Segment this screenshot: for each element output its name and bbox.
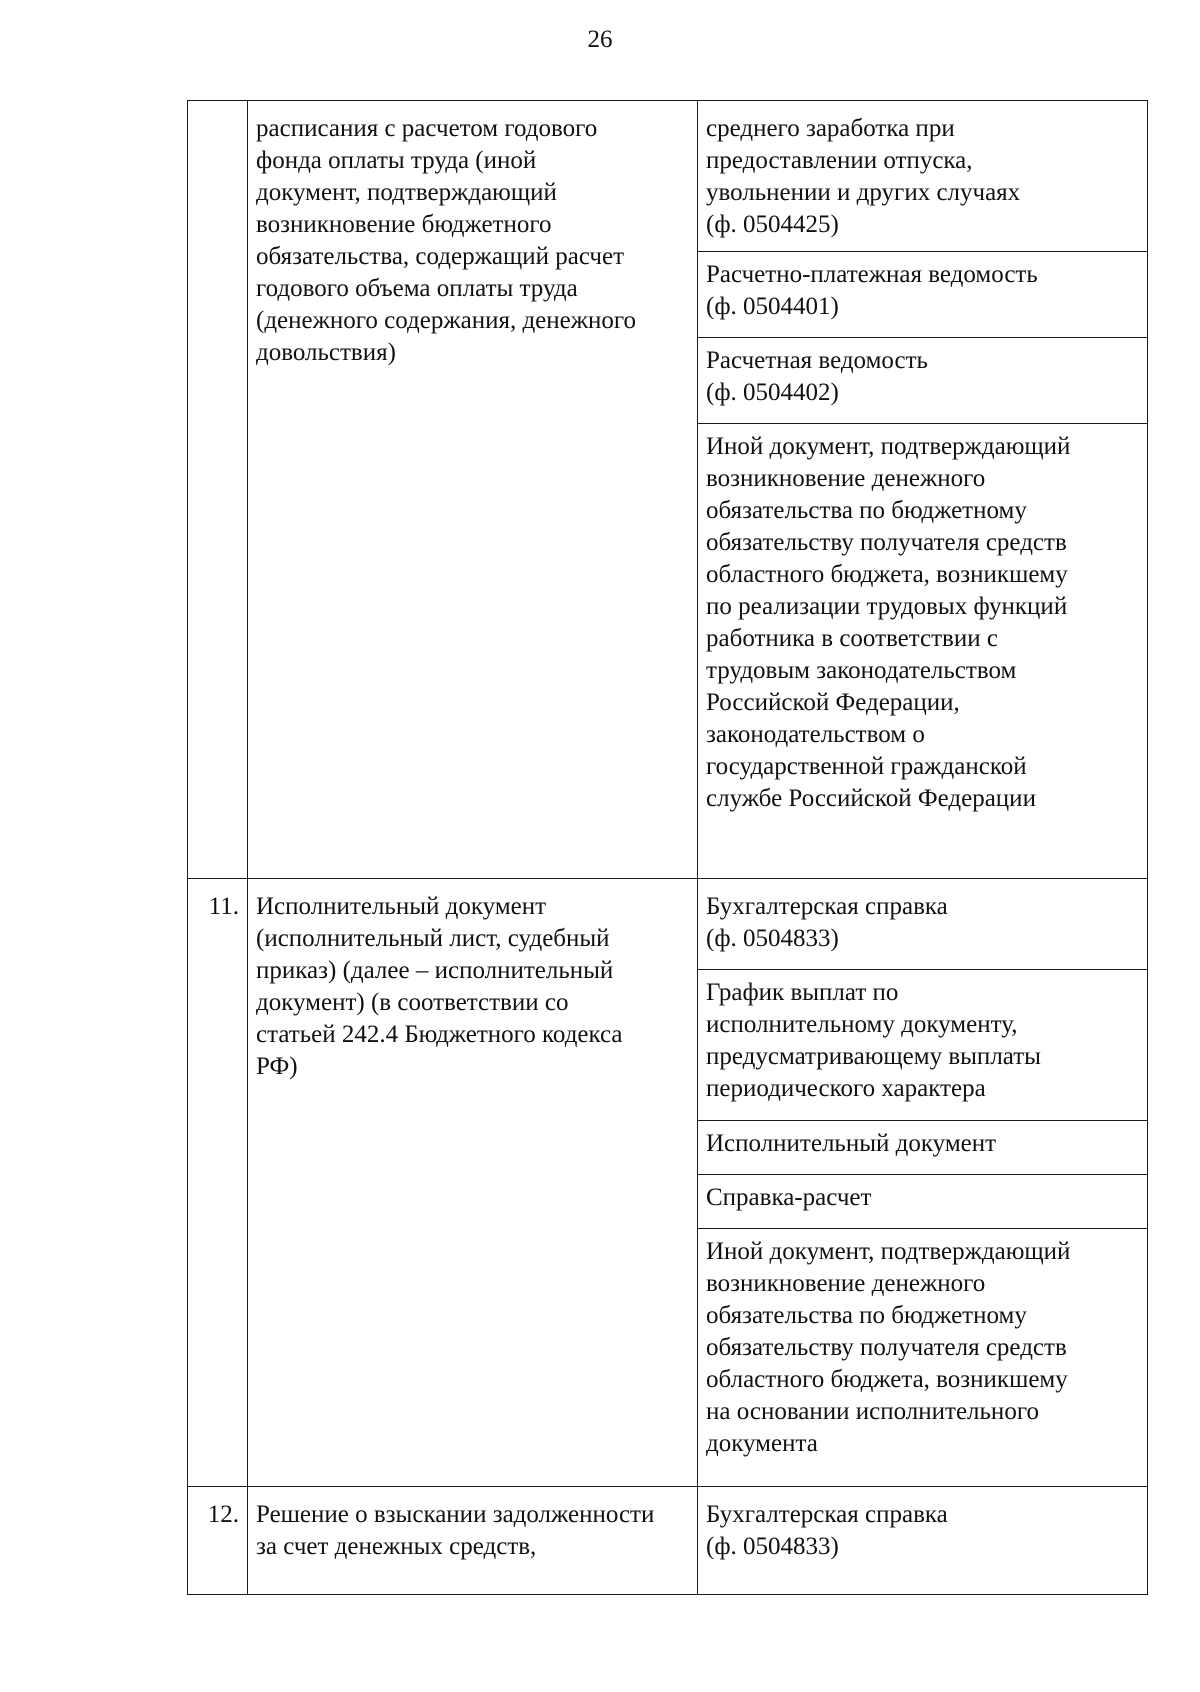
table-row [188, 101, 1148, 879]
row-number: 11. [188, 879, 248, 1487]
document-item: Исполнительный документ [698, 1120, 1147, 1174]
document-item: Иной документ, подтверждающий возникновение денежного обязательства по бюджетному обязательству получателя средств областного бюджета, возникшему по реализации трудовых функций работника в соответствии с трудовым законодательством Российской Федерации, законодательством о государственной гражданской службе Российской Федерации [698, 423, 1147, 823]
documents-cell [698, 879, 1148, 1487]
row-number [188, 101, 248, 879]
basis-cell [248, 1487, 698, 1595]
documents-table [187, 100, 1148, 1595]
basis-text: Решение о взыскании задолженности за счет денежных средств, [256, 1501, 655, 1560]
page-number: 26 [587, 26, 613, 53]
document-item: Расчетная ведомость (ф. 0504402) [698, 337, 1147, 423]
documents-cell [698, 1487, 1148, 1595]
document-item: Бухгалтерская справка (ф. 0504833) [706, 1501, 948, 1560]
row-number: 12. [188, 1487, 248, 1595]
documents-cell [698, 101, 1148, 879]
basis-cell [248, 879, 698, 1487]
basis-text: Исполнительный документ (исполнительный лист, судебный приказ) (далее – исполнительный документ) (в соответствии со статьей 242.4 Бюджетного кодекса РФ) [256, 893, 623, 1080]
document-item: среднего заработка при предоставлении отпуска, увольнении и других случаях (ф. 0504425) [706, 115, 1021, 238]
document-item: Иной документ, подтверждающий возникновение денежного обязательства по бюджетному обязательству получателя средств областного бюджета, возникшему на основании исполнительного документа [698, 1228, 1147, 1468]
document-item: График выплат по исполнительному документу, предусматривающему выплаты периодического характера [698, 969, 1147, 1120]
table-row [188, 879, 1148, 1487]
basis-text: расписания с расчетом годового фонда оплаты труда (иной документ, подтверждающий возникновение бюджетного обязательства, содержащий расчет годового объема оплаты труда (денежного содержания, денежного довольствия) [256, 115, 637, 366]
document-item: Справка-расчет [698, 1174, 1147, 1228]
document-item: Расчетно-платежная ведомость (ф. 0504401) [698, 251, 1147, 337]
document-item: Бухгалтерская справка (ф. 0504833) [706, 893, 948, 952]
table-row [188, 1487, 1148, 1595]
basis-cell [248, 101, 698, 879]
